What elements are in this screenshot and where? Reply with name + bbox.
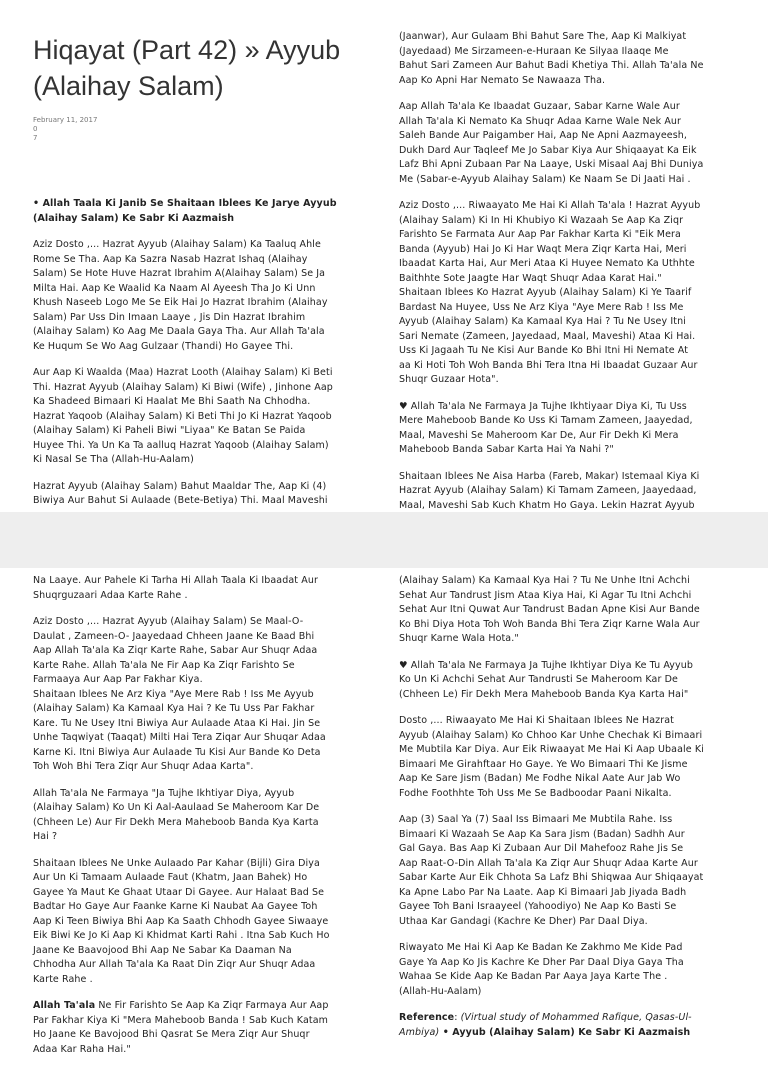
paragraph — [33, 999, 383, 1057]
paragraph: Dosto ,... Riwaayato Me Hai Ki Shaitaan Iblees Ne Hazrat Ayyub (Alaihay Salam) Ko Chhoo Kar Unhe Chechak Ki Bimaari Me Mubtila Kar Diya. Aur Eik Riwaayat Me Hai Ki Aap Ubaale Ki Bimaari Me Girahftaar Ho Gaye. Ye Wo Bimaari Thi Ke Jisme Aap Ke Sare Jism (Badan) Me Fodhe Nikal Aate Aur Jab Wo Fodhe Foothhte Toh Uss Me Se Badboodar Paani Nikalta. — [399, 715, 704, 799]
reference-tail: • Ayyub (Alaihay Salam) Ke Sabr Ki Aazmaish — [439, 1026, 691, 1038]
section-heading: • Allah Taala Ki Janib Se Shaitaan Iblees Ke Jarye Ayyub (Alaihay Salam) Ke Sabr Ki Aazmaish — [33, 198, 337, 224]
page-2-left-column — [33, 574, 383, 1069]
page-2-right-column — [399, 574, 747, 1052]
page-1-right-column — [399, 30, 747, 540]
page-1-left-column — [33, 0, 383, 521]
paragraph: Aur Aap Ki Waalda (Maa) Hazrat Looth (Alaihay Salam) Ki Beti Thi. Hazrat Ayyub (Alaihay Salam) Ki Biwi (Wife) , Jinhone Aap Ka Shadeed Bimaari Ki Haalat Me Bhi Saath Na Chhodha. Hazrat Yaqoob (Alaihay Salam) Ki Beti Thi Jo Ki Hazrat Yaqoob (Alaihay Salam) Ki Paheli Biwi "Liyaa" Ke Batan Se Paida Huyee Thi. Ya Un Ka Ta aalluq Hazrat Yaqoob (Alaihay Salam) Ki Nasal Se Tha (Allah-Hu-Aalam) — [33, 367, 333, 465]
reference-label: Reference — [399, 1012, 455, 1023]
document-page-2 — [0, 568, 768, 1055]
paragraph: Na Laaye. Aur Pahele Ki Tarha Hi Allah Taala Ki Ibaadat Aur Shuqrguzaari Adaa Karte Rahe . — [33, 575, 318, 601]
paragraph: Aziz Dosto ,... Hazrat Ayyub (Alaihay Salam) Ka Taaluq Ahle Rome Se Tha. Aap Ka Sazra Nasab Hazrat Ishaq (Alaihay Salam) Se Hote Huve Hazrat Ibrahim A(Alaihay Salam) Se Ja Milta Hai. Aap Ke Waalid Ka Naam Al Ayeesh Tha Jo Ki Unn Khush Naseeb Logo Me Se Eik Hai Jo Hazrat Ibrahim (Alaihay Salam) Par Uss Din Imaan Laaye , Jis Din Hazrat Ibrahim (Alaihay Salam) Ko Aag Me Daala Gaya Tha. Aur Allah Ta'ala Ke Huqum Se Wo Aag Gulzaar (Thandi) Ho Gayee Thi. — [33, 239, 328, 352]
paragraph: Hazrat Ayyub (Alaihay Salam) Bahut Maaldar The, Aap Ki (4) Biwiya Aur Bahut Si Aulaade (Bete-Betiya) Thi. Maal Maveshi — [33, 480, 328, 506]
paragraph: ♥ Allah Ta'ala Ne Farmaya Ja Tujhe Ikhtiyaar Diya Ki, Tu Uss Mere Maheboob Bande Ko Uss Ki Tamam Zameen, Jaayedad, Maal, Maveshi Se Maheroom Kar De, Aur Fir Dekh Ki Mera Maheboob Banda Sabar Karta Hai Ya Nahi ?" — [399, 400, 693, 455]
reference-source: (Virtual study of Mohammed Rafique, Qasas-Ul- Ambiya) — [399, 1012, 692, 1038]
post-date: February 11, 2017 — [33, 116, 98, 124]
post-meta — [33, 116, 383, 143]
reference-separator: : — [454, 1012, 461, 1023]
paragraph: Aziz Dosto ,... Hazrat Ayyub (Alaihay Salam) Se Maal-O- Daulat , Zameen-O- Jaayedaad Chheen Jaane Ke Baad Bhi Aap Allah Ta'ala Ka Ziqr Karte Rahe, Sabar Aur Shuqr Adaa Karte Rahe. Allah Ta'ala Ne Fir Aap Ka Ziqr Farishto Se Farmaaya Aur Aap Par Fakhar Kiya. Shaitaan Iblees Ne Arz Kiya "Aye Mere Rab ! Iss Me Ayyub (Alaihay Salam) Ka Kamaal Kya Hai ? Ke Tu Uss Par Fakhar Kare. Tu Ne Usey Itni Biwiya Aur Aulaade Ataa Ki Hai. Jin Se Unhe Taqwiyat (Taaqat) Milti Hai Tera Ziqar Aur Shuqar Adaa Karne Ki. Itni Biwiya Aur Aulaade Tu Kisi Aur Bande Ko Deta Toh Woh Bhi Tera Ziqr Aur Shuqr Adaa Karta". — [33, 616, 326, 772]
post-count-a: 0 — [33, 125, 38, 133]
page-separator — [0, 512, 768, 568]
paragraph: Aziz Dosto ,... Riwaayato Me Hai Ki Allah Ta'ala ! Hazrat Ayyub (Alaihay Salam) Ki In Hi Khubiyo Ki Wazaah Se Aap Ka Ziqr Farishto Se Farmata Aur Aap Par Fakhar Karta Ki "Eik Mera Banda (Ayyub) Hai Jo Ki Har Waqt Mera Ziqr Karta Hai, Meri Ibaadat Karta Hai, Aur Meri Ataa Ki Huyee Nemato Ka Uthhte Baithhte Sote Jaagte Har Waqt Shuqr Adaa Karat Hai." Shaitaan Iblees Ko Hazrat Ayyub (Alaihay Salam) Ki Ye Taarif Bardast Na Huyee, Uss Ne Arz Kiya "Aye Mere Rab ! Iss Me Ayyub (Alaihay Salam) Ka Kamaal Kya Hai ? Tu Ne Usey Itni Sari Nemate (Zameen, Jayedaad, Maal, Maveshi) Ataa Ki Hai. Uss Ki Jagaah Tu Ne Kisi Aur Bande Ko Bhi Itni Hi Nemate At aa Ki Hoti Toh Woh Banda Bhi Tera Itna Hi Ibaadat Guzaar Aur Shuqr Guzaar Hota". — [399, 200, 701, 385]
document-page-1 — [0, 0, 768, 512]
post-count-b: 7 — [33, 134, 38, 142]
paragraph: (Alaihay Salam) Ka Kamaal Kya Hai ? Tu Ne Unhe Itni Achchi Sehat Aur Tandrust Jism Ataa Kiya Hai, Ki Agar Tu Itni Achchi Sehat Aur Itni Quwat Aur Tandrust Badan Apne Kisi Aur Bande Ko Bhi Diya Hota Toh Woh Banda Bhi Tera Ziqr Karne Wala Aur Shuqr Karne Wala Hota." — [399, 575, 700, 644]
paragraph: Riwayato Me Hai Ki Aap Ke Badan Ke Zakhmo Me Kide Pad Gaye Ya Aap Ko Jis Kachre Ke Dher Par Daal Diya Gaya Tha Wahaa Se Kide Aap Ke Badan Par Aaya Jaya Karte The . (Allah-Hu-Aalam) — [399, 942, 684, 997]
reference — [399, 1011, 747, 1040]
paragraph: Aap (3) Saal Ya (7) Saal Iss Bimaari Me Mubtila Rahe. Iss Bimaari Ki Wazaah Se Aap Ka Sara Jism (Badan) Sadhh Aur Gal Gaya. Bas Aap Ki Zubaan Aur Dil Mahefooz Rahe Jis Se Aap Raat-O-Din Allah Ta'ala Ka Ziqr Aur Shuqr Adaa Karte Aur Sabar Karte Aur Eik Chhota Sa Lafz Bhi Shiqwaa Aur Shiqaayat Ka Apne Labo Par Na Laate. Aap Ki Bimaari Jab Jiyada Badh Gayee Toh Bani Israayeel (Yahoodiyo) Ne Aap Ko Basti Se Uthaa Kar Gandagi (Kachre Ke Dher) Par Daal Diya. — [399, 814, 704, 927]
paragraph: (Jaanwar), Aur Gulaam Bhi Bahut Sare The, Aap Ki Malkiyat (Jayedaad) Me Sirzameen-e-Huraan Ke Silyaa Ilaaqe Me Bahut Sari Zameen Aur Bahut Badi Khetiya Thi. Allah Ta'ala Ne Aap Ko Apni Har Nemato Se Nawaaza Tha. — [399, 31, 704, 86]
post-title: Hiqayat (Part 42) » Ayyub (Alaihay Salam) — [33, 35, 341, 101]
emphasis-text: Allah Ta'ala — [33, 1000, 96, 1011]
paragraph: Shaitaan Iblees Ne Aisa Harba (Fareb, Makar) Istemaal Kiya Ki Hazrat Ayyub (Alaihay Salam) Ki Tamam Zameen, Jaayedaad, Maal, Maveshi Sab Kuch Khatm Ho Gaya. Lekin Hazrat Ayyub — [399, 470, 700, 511]
paragraph-text: Ne Fir Farishto Se Aap Ka Ziqr Farmaya Aur Aap Par Fakhar Kiya Ki "Mera Maheboob Banda ! Sab Kuch Katam Ho Jaane Ke Bavojood Bhi Qasrat Se Mera Ziqr Aur Shuqr Adaa Kar Raha Hai." — [33, 1000, 329, 1055]
paragraph: ♥ Allah Ta'ala Ne Farmaya Ja Tujhe Ikhtiyar Diya Ke Tu Ayyub Ko Un Ki Achchi Sehat Aur Tandrusti Se Maheroom Kar De (Chheen Le) Fir Dekh Mera Maheboob Banda Kya Karta Hai" — [399, 659, 694, 700]
paragraph: Aap Allah Ta'ala Ke Ibaadat Guzaar, Sabar Karne Wale Aur Allah Ta'ala Ki Nemato Ka Shuqr Adaa Karne Wale Nek Aur Saleh Bande Aur Paigamber Hai, Aap Ne Apni Aazmayeesh, Dukh Dard Aur Taqleef Me Jo Sabar Kiya Aur Shiqaayat Ka Eik Lafz Bhi Apni Zubaan Par Na Laaye, Uski Misaal Aaj Bhi Duniya Me (Sabar-e-Ayyub Alaihay Salam) Ke Naam Se Di Jaati Hai . — [399, 101, 704, 185]
paragraph: Allah Ta'ala Ne Farmaya "Ja Tujhe Ikhtiyar Diya, Ayyub (Alaihay Salam) Ko Un Ki Aal-Aaulaad Se Maheroom Kar De (Chheen Le) Aur Fir Dekh Mera Maheboob Banda Kya Karta Hai ? — [33, 787, 320, 842]
paragraph: Shaitaan Iblees Ne Unke Aulaado Par Kahar (Bijli) Gira Diya Aur Un Ki Tamaam Aulaade Faut (Khatm, Jaan Bahek) Ho Gayee Ya Maut Ke Ghaat Utaar Di Gayee. Aur Halaat Bad Se Badtar Ho Gaye Aur Faanke Karne Ki Naubat Aa Gayee Toh Aap Ki Teen Biwiya Bhi Aap Ka Saath Chhodh Gayee Siwaaye Eik Biwi Ke Jo Ki Aap Ki Khidmat Karti Rahi . Itna Sab Kuch Ho Jaane Ke Baavojood Bhi Aap Ne Sabar Ka Daaman Na Chhodha Aur Allah Ta'ala Ka Raat Din Ziqr Aur Shuqr Adaa Karte Rahe . — [33, 857, 330, 985]
